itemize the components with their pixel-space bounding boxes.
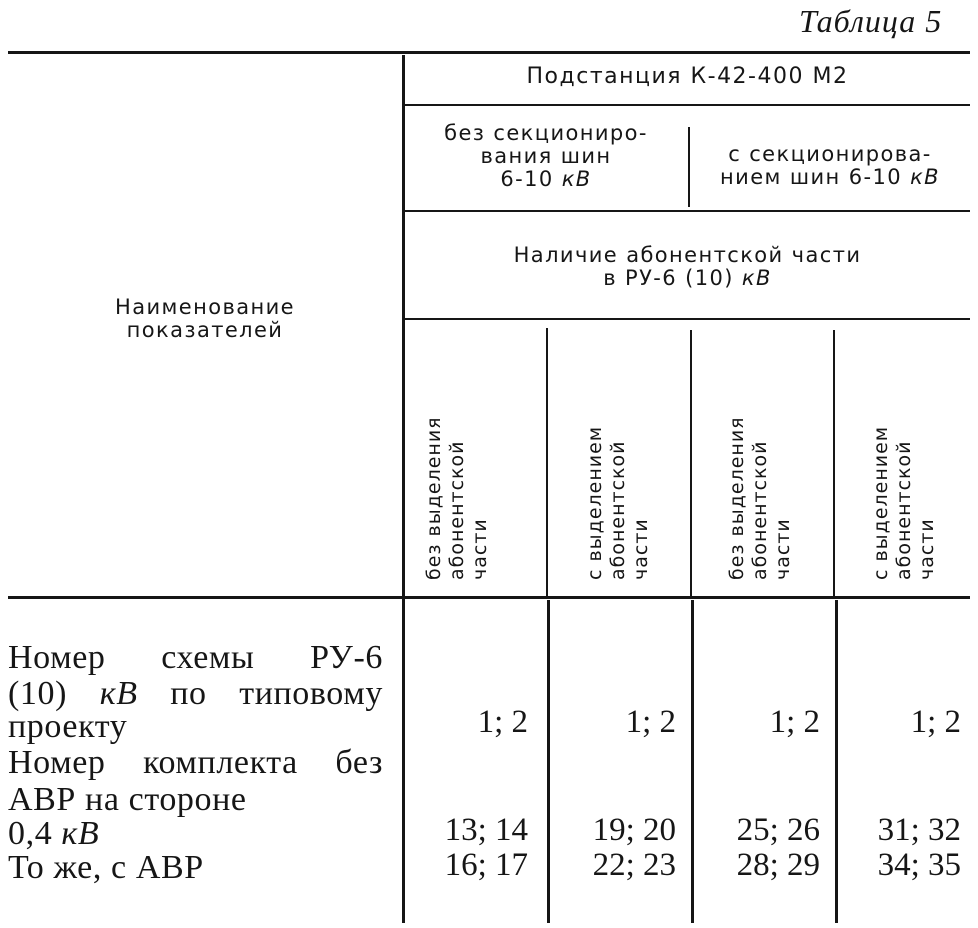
column-header-1-line-2: абонентской	[446, 440, 468, 580]
with-sectioning-header	[690, 143, 970, 189]
subscriber-presence-line-1: Наличие абонентской части	[513, 243, 862, 267]
without-sectioning-unit: кВ	[561, 167, 592, 191]
column-header-2-line-2: абонентской	[607, 440, 629, 580]
header-column-rule-3	[833, 330, 835, 596]
header-column-rule-1	[546, 328, 548, 596]
subscriber-presence-unit: кВ	[741, 266, 772, 290]
header-rule-1	[405, 104, 970, 106]
column-header-3	[726, 416, 795, 580]
with-sectioning-line-2	[690, 166, 970, 189]
table-cell-row1-col4: 1; 2	[910, 704, 961, 740]
table-cell-row2-col4: 31; 32	[877, 812, 961, 848]
column-header-2-line-1: с выделением	[584, 425, 606, 580]
subscriber-presence-line-2	[405, 267, 970, 290]
column-header-1	[423, 416, 492, 580]
row-label-kit-number-line-2: АВР на стороне	[8, 781, 247, 818]
column-header-1-line-1: без выделения	[423, 416, 445, 580]
table-cell-row2-col2: 19; 20	[592, 812, 676, 848]
column-header-3-line-2: абонентской	[749, 440, 771, 580]
table-cell-row3-col1: 16; 17	[444, 847, 528, 883]
row-label-kit-number-line-1: Номер комплекта без	[8, 744, 383, 781]
column-header-4-line-2: абонентской	[893, 440, 915, 580]
column-header-2-line-3: части	[630, 518, 652, 580]
column-header-3-line-3: части	[772, 518, 794, 580]
without-sectioning-line-2: вания шин	[480, 144, 612, 168]
without-sectioning-voltage: 6-10	[500, 167, 562, 191]
subscriber-presence-ru: в РУ-6 (10)	[603, 266, 742, 290]
table-caption: Таблица 5	[799, 3, 943, 39]
subscriber-presence-header	[405, 244, 970, 290]
row-label-scheme-number-line-2	[8, 675, 383, 712]
table-cell-row1-col3: 1; 2	[769, 704, 820, 740]
row-label-scheme-number-prefix: (10)	[8, 675, 100, 712]
without-sectioning-line-3	[405, 168, 687, 191]
row-label-scheme-number-unit: кВ	[99, 675, 138, 712]
with-sectioning-unit: кВ	[910, 165, 940, 189]
with-sectioning-voltage: нием шин 6-10	[720, 165, 911, 189]
row-label-scheme-number-line-3: проекту	[8, 708, 128, 745]
column-header-1-line-3: части	[469, 518, 491, 580]
table-cell-row3-col3: 28; 29	[736, 847, 820, 883]
header-column-rule-2	[690, 330, 692, 596]
row-label-scheme-number-line-1: Номер схемы РУ-6	[8, 639, 383, 676]
column-header-4-line-3: части	[916, 518, 938, 580]
column-header-3-line-1: без выделения	[726, 416, 748, 580]
column-header-2	[584, 426, 653, 580]
table-cell-row2-col3: 25; 26	[736, 812, 820, 848]
substation-header: Подстанция К-42-400 М2	[526, 64, 849, 89]
header-rule-3	[405, 318, 970, 320]
row-label-scheme-number-suffix: по типовому	[137, 675, 383, 712]
row-label-kit-number-line-3	[8, 815, 99, 852]
row-header-line-2: показателей	[126, 318, 284, 342]
table-cell-row1-col2: 1; 2	[625, 704, 676, 740]
top-rule	[8, 51, 970, 54]
column-header-4	[870, 426, 939, 580]
table-cell-row3-col4: 34; 35	[877, 847, 961, 883]
row-label-same-with-avr: То же, с АВР	[8, 849, 204, 886]
header-rule-2	[405, 210, 970, 212]
row-header-title	[70, 296, 340, 342]
table-cell-row2-col1: 13; 14	[444, 812, 528, 848]
without-sectioning-header	[405, 122, 687, 191]
row-header-line-1: Наименование	[115, 295, 295, 319]
without-sectioning-line-1: без секциониро-	[444, 121, 648, 145]
column-header-4-line-1: с выделением	[870, 425, 892, 580]
header-body-rule	[8, 596, 970, 599]
table-cell-row3-col2: 22; 23	[592, 847, 676, 883]
row-label-kit-number-voltage: 0,4	[8, 815, 62, 852]
row-label-kit-number-unit: кВ	[61, 815, 100, 852]
table-cell-row1-col1: 1; 2	[477, 704, 528, 740]
with-sectioning-line-1: с секционирова-	[728, 142, 932, 166]
